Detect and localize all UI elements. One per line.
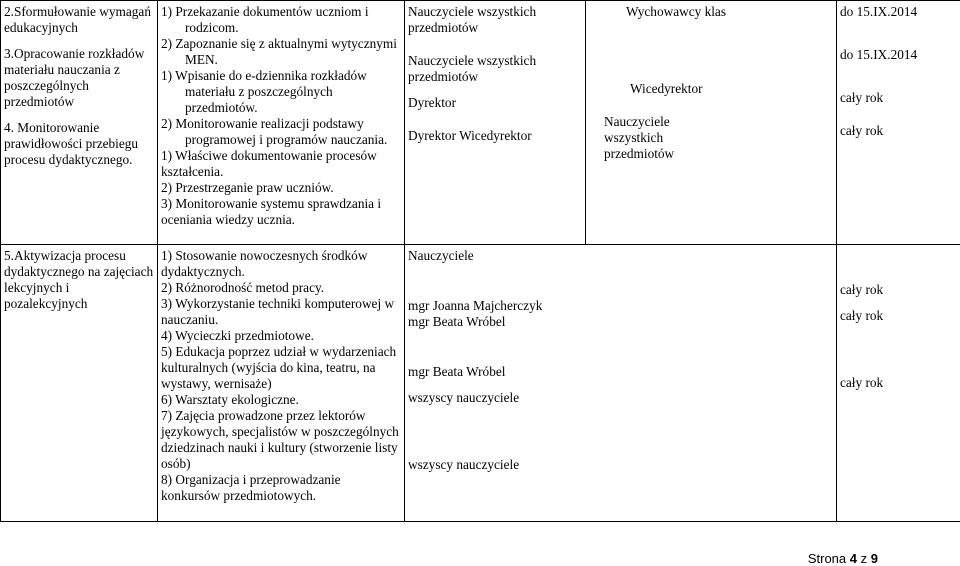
deadline-item: cały rok	[840, 375, 884, 390]
task-item: 1) Wpisanie do e-dziennika rozkładów materiału z poszczególnych przedmiotów.	[161, 68, 367, 115]
tasks-cell	[158, 245, 405, 522]
task-item: 4) Wycieczki przedmiotowe.	[161, 328, 314, 343]
footer-total-pages: 9	[870, 551, 878, 566]
goal-5: 5.Aktywizacja procesu dydaktycznego na zajęciach lekcyjnych i pozalekcyjnych	[4, 248, 154, 311]
responsible-cell	[405, 245, 837, 522]
table-row	[1, 1, 960, 245]
task-item: 2) Zapoznanie się z aktualnymi wytycznymi MEN.	[161, 36, 397, 67]
task-item: 1) Stosowanie nowoczesnych środków dydaktycznych.	[161, 248, 368, 279]
responsible-item: Nauczyciele	[408, 248, 474, 263]
task-item: 5) Edukacja poprzez udział w wydarzeniach kulturalnych (wyjścia do kina, teatru, na wystawy, wernisaże)	[161, 344, 397, 391]
responsible-item: wszyscy nauczyciele	[408, 457, 520, 472]
deadline-item: cały rok	[840, 123, 884, 138]
task-item: 3) Monitorowanie systemu sprawdzania i oceniania wiedzy ucznia.	[161, 196, 382, 227]
deadline-cell	[837, 1, 960, 245]
task-item: 3) Wykorzystanie techniki komputerowej w nauczaniu.	[161, 296, 395, 327]
goal-4: 4. Monitorowanie prawidłowości przebiegu procesu dydaktycznego.	[4, 120, 139, 167]
responsible-item: Nauczyciele wszystkich przedmiotów	[408, 53, 537, 84]
supervisor-item: Wychowawcy klas	[626, 4, 726, 19]
task-item: 2) Różnorodność metod pracy.	[161, 280, 325, 295]
footer-separator: z	[860, 551, 868, 566]
responsible-item: mgr Beata Wróbel	[408, 314, 506, 329]
responsible-item: Dyrektor	[408, 95, 456, 110]
tasks-cell	[158, 1, 405, 245]
deadline-item: cały rok	[840, 90, 884, 105]
deadline-cell	[837, 245, 960, 522]
responsible-item: wszyscy nauczyciele	[408, 390, 520, 405]
responsible-cell	[405, 1, 586, 245]
task-item: 2) Przestrzeganie praw uczniów.	[161, 180, 334, 195]
responsible-item: mgr Joanna Majcherczyk	[408, 298, 543, 313]
footer-prefix: Strona	[807, 551, 847, 566]
goal-cell	[1, 245, 158, 522]
deadline-item: do 15.IX.2014	[840, 4, 918, 19]
responsible-item: Dyrektor Wicedyrektor	[408, 128, 532, 143]
supervisor-cell	[586, 1, 837, 245]
supervisor-item: Wicedyrektor	[630, 81, 703, 96]
footer-current-page: 4	[849, 551, 858, 566]
task-item: 2) Monitorowanie realizacji podstawy programowej i programów nauczania.	[161, 116, 388, 147]
goal-3: 3.Opracowanie rozkładów materiału nauczania z poszczególnych przedmiotów	[4, 46, 145, 109]
deadline-item: cały rok	[840, 282, 884, 297]
table-row	[1, 245, 960, 522]
task-item: 8) Organizacja i przeprowadzanie konkursów przedmiotowych.	[161, 472, 341, 503]
goal-2: 2.Sformułowanie wymagań edukacyjnych	[4, 4, 151, 35]
goal-cell	[1, 1, 158, 245]
responsible-item: mgr Beata Wróbel	[408, 364, 506, 379]
task-item: 7) Zajęcia prowadzone przez lektorów językowych, specjalistów w poszczególnych dziedzinach nauki i kultury (stworzenie listy osób)	[161, 408, 399, 471]
page-footer	[808, 551, 878, 566]
responsible-item: Nauczyciele wszystkich przedmiotów	[408, 4, 537, 35]
supervisor-item: Nauczyciele wszystkich przedmiotów	[604, 114, 675, 161]
deadline-item: do 15.IX.2014	[840, 47, 918, 62]
task-item: 1) Właściwe dokumentowanie procesów kształcenia.	[161, 148, 377, 179]
task-item: 1) Przekazanie dokumentów uczniom i rodzicom.	[161, 4, 369, 35]
deadline-item: cały rok	[840, 308, 884, 323]
task-item: 6) Warsztaty ekologiczne.	[161, 392, 299, 407]
